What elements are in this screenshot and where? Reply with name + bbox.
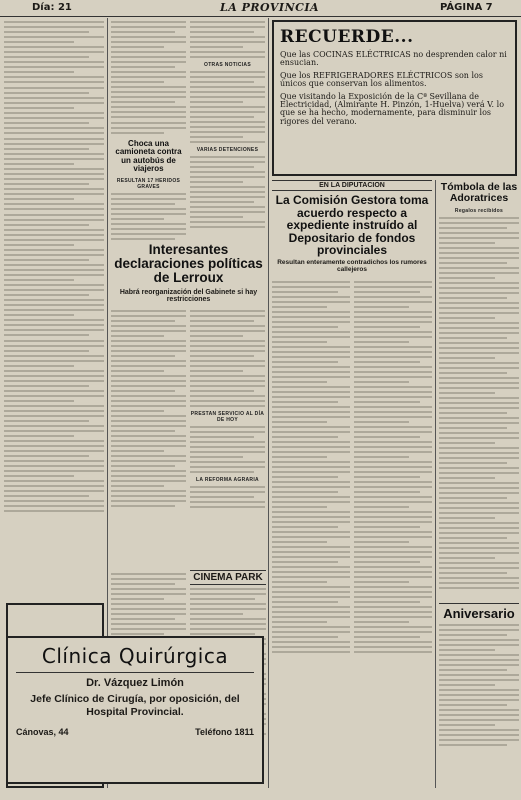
interesantes-headline: Interesantes declaraciones políticas de Lerroux: [114, 243, 263, 286]
center-subhead-mid-2: VARIAS DETENCIONES: [196, 147, 259, 153]
clinica-address: Cánovas, 44: [16, 727, 69, 738]
tombola-subtitle: Regalos recibidos: [454, 208, 504, 215]
newspaper-brand: LA PROVINCIA: [220, 1, 320, 14]
camioneta-headline: Choca una camioneta contra un autobús de viajeros: [115, 140, 182, 174]
tombola-title: Tómbola de las Adoratrices: [440, 182, 518, 205]
rule-right: [435, 180, 436, 788]
clinica-title: Clínica Quirúrgica: [41, 644, 229, 668]
aniversario-article: [439, 603, 519, 793]
page-number: PÁGINA 7: [440, 2, 493, 13]
clinica-doctor: Dr. Vázquez Limón: [86, 677, 184, 689]
clinica-ad-wide: [6, 636, 264, 784]
mid-lower-subhead-b: LA REFORMA AGRARIA: [196, 477, 259, 484]
camioneta-article: [111, 140, 186, 250]
interesantes-subtitle: Habrá reorganización del Gabinete si hay restricciones: [119, 288, 258, 303]
clinica-phone: Teléfono 1811: [195, 727, 254, 738]
tombola-article: [439, 182, 519, 602]
recuerde-line-1: Que las COCINAS ELÉCTRICAS no desprenden calor ni ensucian.: [280, 50, 507, 68]
recuerde-line-3: Que visitando la Exposición de la Cª Sevillana de Electricidad, (Almirante H. Pinzón, 1-Huelva) verá V. lo que se ha hecho, modernamente, para disminuir los rigores del verano.: [280, 91, 505, 126]
diputacion-subtitle: Resultan enteramente contradichos los rumores callejeros: [277, 258, 427, 273]
recuerde-ad: [272, 20, 517, 176]
clinica-line1: Jefe Clínico de Cirugía, por oposición, del Hospital Provincial.: [30, 693, 240, 719]
recuerde-line-2: Que los REFRIGERADORES ELÉCTRICOS son los únicos que conservan los alimentos.: [280, 70, 483, 89]
clinica-divider: [16, 672, 254, 673]
center-top-col-2: [190, 18, 265, 243]
masthead: [0, 0, 521, 17]
page-day: Día: 21: [32, 2, 72, 13]
diputacion-headline: La Comisión Gestora toma acuerdo respecto a expediente instruído al Depositario de fondos provinciales: [275, 193, 429, 258]
recuerde-title: RECUERDE...: [280, 27, 414, 47]
center-subhead-mid: OTRAS NOTICIAS: [204, 62, 251, 68]
interesantes-article: [111, 243, 266, 608]
mid-lower-subhead-a: PRESTAN SERVICIO AL DÍA DE HOY: [190, 411, 265, 424]
diputacion-kicker: EN LA DIPUTACION: [272, 180, 432, 191]
diputacion-article: [272, 180, 432, 795]
aniversario-title: Aniversario: [439, 603, 519, 621]
cinema-title: CINEMA PARK: [190, 570, 266, 585]
camioneta-subhead: RESULTAN 17 HERIDOS GRAVES: [116, 177, 181, 190]
left-column: [4, 18, 104, 603]
rule-center: [268, 18, 269, 788]
